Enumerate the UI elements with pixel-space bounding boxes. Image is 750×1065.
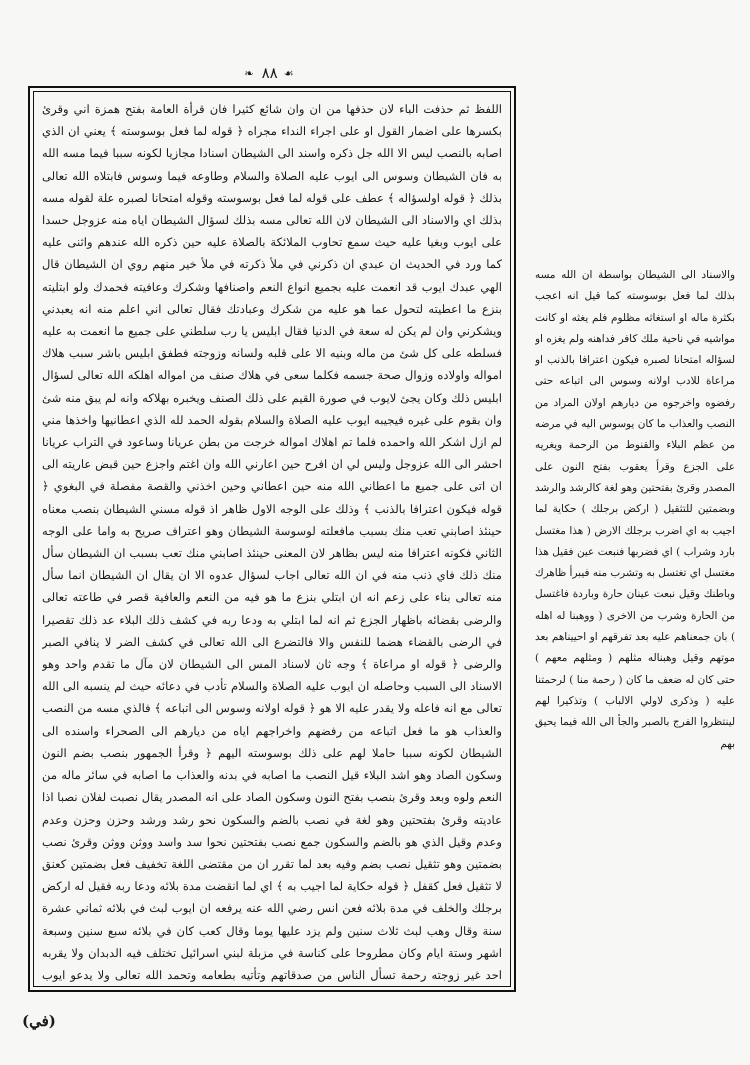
main-paragraph: اللفظ ثم حذفت الباء لان حذفها من ان وان شائع كثيرا فان قرأة العامة بفتح همزة اني وقرئ بكسرها على اضمار القول او على اجراء النداء مجراه ﴿ قوله لما فعل بوسوسته ﴾ يعني ان الذي اصابه بالنصب ليس الا الله جل ذكره واسند الى الشيطان اسنادا مجازيا لكونه سببا فيما مسه الله به فان الشيطان وسوس الى ايوب عليه الصلاة والسلام وطاوعه فيما وسوس فابتلاه الله تعالى بذلك ﴿ قوله اولسؤاله ﴾ عطف على قوله لما فعل بوسوسته وقوله امتحانا لصبره علة لقوله مسه بذلك اي والاسناد الى الشيطان لان الله تعالى مسه بذلك لسؤال الشيطان اياه منه عزوجل حسدا على ايوب وبغيا عليه حيث سمع تحاوب الملائكة بالصلاة عليه حين ذكره الله عندهم واثنى عليه كما ورد في الحديث ان عبدي ان ذكرني في ملأ ذكرته في ملأ خير منهم روي ان الشيطان قال الهي عبدك ايوب قد انعمت عليه بجميع انواع النعم واصنافها وشكرك وعافيته فحمدك ولو ابتليته بنزع ما اعطيته لتحول عما هو عليه من شكرك وعبادتك فقال تعالى اني اعلم منه انه يعبدني ويشكرني وان لم يكن له سعة في الدنيا فقال ابليس يا رب سلطني على جميع ما انعمت به عليه فسلطه على كل شئ من ماله وبنيه الا على قلبه ولسانه وزوجته فطفق ابليس باشر سبب هلاك امواله واولاده وزوال صحة جسمه فكلما سعى في هلاك صنف من امواله اهلكه الله تعالى لسؤال ابليس ذلك وكان يجئ لايوب في صورة القيم على ذلك الصنف ويخبره بهلاكه وانه لم يبق منه شئ وان بقوم على غيره فيجيبه ايوب عليه الصلاة والسلام بقوله الحمد لله الذي اعطانيها واخذها مني لم ازل اشكر الله واحمده فلما تم اهلاك امواله خرجت من بطن عريانا وساعود في التراب عريانا احشر الى الله عزوجل وليس لي ان افرح حين اعارني الله وان اغتم واجزع حين قبض عاريته الى ان اتى على جميع ما اعطاني الله منه حين اعطاني وحين اخذني والقصة مفصلة في البغوي ﴿ قوله فيكون اعترافا بالذنب ﴾ وذلك على الوجه الاول ظاهر اذ قوله مسني الشيطان بنصب معناه حينئذ اصابني تعب منك بسبب مافعلته لوسوسة الشيطان وهو اعتراف صريح به واما على الوجه الثاني فكونه اعترافا منه ليس بظاهر لان المعنى حينئذ اصابني منك تعب بسبب ان الشيطان سأل منك ذلك فاي ذنب منه في ان الله تعالى اجاب لسؤال عدوه الا ان يقال ان الشيطان انما سأل منه تعالى بناء على زعم انه ان ابتلي بنزع ما هو فيه من النعم والعافية قصر في طاعته تعالى والرضى بقضائه باظهار الجزع ثم انه لما ابتلي به ودعا ربه في كشف ذلك البلاء عد ذلك تقصيرا في الرضى بالقضاء هضما للنفس والا فالتضرع الى الله تعالى في كشف الضر لا ينافي الصبر والرضى ﴿ قوله او مراعاة ﴾ وجه ثان لاسناد المس الى الشيطان لان مآل ما تقدم واحد وهو الاسناد الى السبب وحاصله ان ايوب عليه الصلاة والسلام تأدب في دعائه حيث لم ينسبه الى الله تعالى مع انه فاعله ولا يقدر عليه الا هو ﴿ قوله اولانه وسوس الى اتباعه ﴾ فالذي مسه من النصب والعذاب هو ما فعل اتباعه من رفضهم واخراجهم اياه من ديارهم الى الصحراء واسنده الى الشيطان لكونه سببا حاملا لهم على ذلك بوسوسته اليهم ﴿ وقرأ الجمهور بنصب بضم النون وسكون الصاد وهو اشد البلاء قيل النصب ما اصابه في بدنه والعذاب ما اصابه في سائر ماله من النعم ولوه وبعد وقرئ بنصب بفتح النون وسكون الصاد على انه المصدر يقال نصبت لفلان نصبا اذا عاديته وقرئ بفتحتين وهو لغة في نصب بالضم والسكون نحو رشد ورشد وحزن وحزن وعدم وعدم وقيل الذي هو بالضم والسكون جمع نصب بفتحتين نحوا سد واسد ووثن ووثن وقرئ نصب بضمتين وهو تثقيل نصب بضم وفيه بعد لما تقرر ان من مقتضى اللغة تخفيف فعل بضمتين كعنق لا تثقيل فعل كقفل ﴿ قوله حكاية لما اجيب به ﴾ اي لما انقضت مدة بلائه ودعا ربه فقيل له اركض برجلك والخلف في مدة بلائه فعن انس رضي الله عنه يرفعه ان ايوب لبث في بلائه ثماني عشرة سنة وقال وهب لبث ثلاث سنين ولم يزد عليها يوما وقال كعب كان في بلائه سبع سنين وسبعة اشهر وستة ايام وكان مطروحا على كناسة في مزبلة لبني اسرائيل تختلف فيه الدبدان ولا يقربه احد غير زوجته رحمة تسأل الناس من صدقاتهم وتأتيه بطعامه وتحمد الله تعالى ولا يدعو ايوب (42, 102, 502, 982)
page-number-text: ٨٨ (261, 64, 278, 82)
main-commentary-text (42, 98, 502, 982)
ornament-right: ☙ (283, 66, 296, 80)
page-number (225, 60, 315, 86)
margin-gloss (535, 265, 735, 825)
ornament-left: ❧ (244, 66, 256, 80)
main-text-frame (28, 86, 516, 992)
catchword: (في) (22, 1012, 56, 1030)
margin-gloss-paragraph: والاسناد الى الشيطان بواسطة ان الله مسه بذلك لما فعل بوسوسته كما قيل انه اعجب بكثرة ماله او استغاثه مظلوم فلم يغثه او كانت مواشيه في ناحية ملك كافر فداهنه ولم يغزه او لسؤاله امتحانا لصبره فيكون اعترافا بالذنب او مراعاة للادب اولانه وسوس الى اتباعه حتى رفضوه واخرجوه من ديارهم اولان المراد من النصب والعذاب ما كان يوسوس اليه في مرضه من عظم البلاء والقنوط من الرحمة ويغريه على الجزع وقرأ يعقوب بفتح النون على المصدر وقرئ بفتحتين وهو لغة كالرشد والرشد وبضمتين للتثقيل ( اركض برجلك ) حكاية لما اجيب به اي اضرب برجلك الارض ( هذا مغتسل بارد وشراب ) اي فضربها فنبعت عين فقيل هذا مغتسل اي تغتسل به وتشرب منه فيبرأ ظاهرك وباطنك وقيل نبعت عينان حارة وباردة فاغتسل من الحارة وشرب من الاخرى ( ووهبنا له اهله ) بان جمعناهم عليه بعد تفرقهم او احييناهم بعد موتهم وقيل وهبناله مثلهم ( ومثلهم معهم ) حتى كان له ضعف ما كان ( رحمة منا ) لرحمتنا عليه ( وذكرى لاولي الالباب ) وتذكيرا لهم لينتظروا الفرج بالصبر والجأ الى الله فيما يحيق بهم (535, 269, 735, 750)
main-text-frame-inner (33, 91, 511, 987)
